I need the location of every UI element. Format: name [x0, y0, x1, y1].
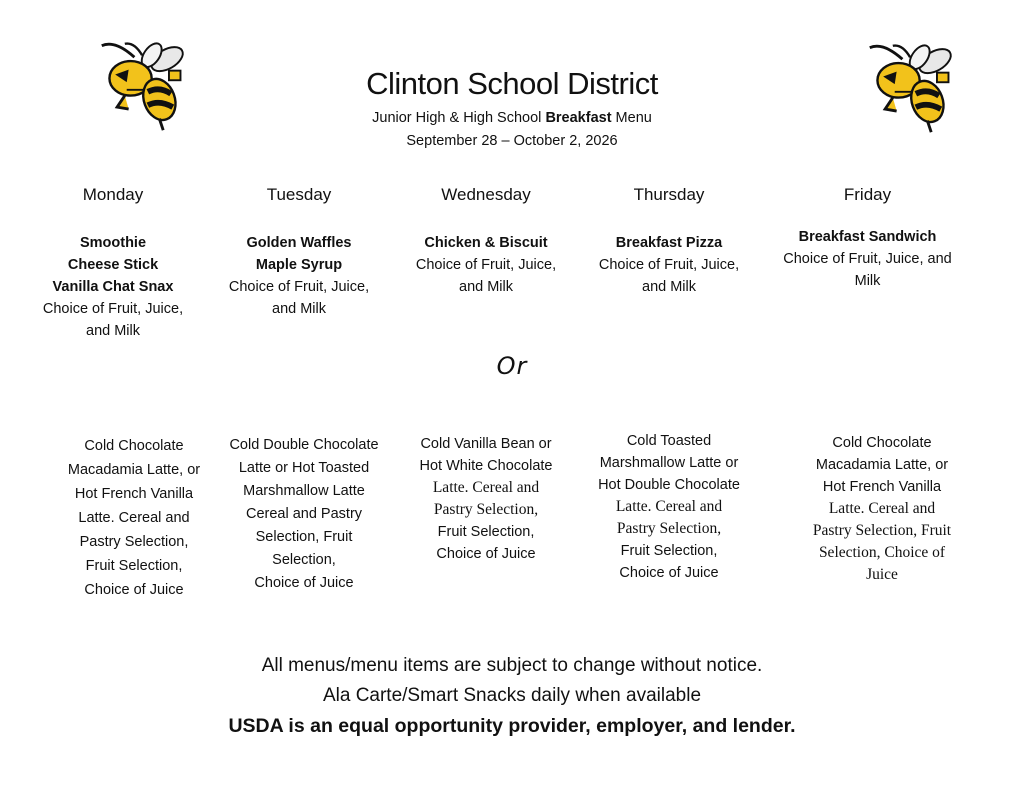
alt-line: Juice	[866, 566, 898, 583]
menu-item: Smoothie	[79, 235, 147, 251]
main-menu	[28, 232, 198, 342]
menu-item: Chicken & Biscuit	[424, 235, 548, 251]
menu-dates: September 28 – October 2, 2026	[406, 133, 618, 149]
day-name: Thursday	[633, 185, 705, 204]
alt-line: Choice of Juice	[84, 582, 184, 598]
menu-note: Choice of Fruit, Juice,	[415, 257, 557, 273]
alt-line: Cold Chocolate	[84, 438, 184, 454]
menu-item: Breakfast Sandwich	[798, 229, 937, 245]
alt-line: Selection, Choice of	[818, 544, 946, 561]
menu-item: Breakfast Pizza	[615, 235, 723, 251]
day-name: Monday	[82, 185, 144, 204]
menu-note: and Milk	[459, 279, 513, 295]
subtitle-prefix: Junior High & High School	[372, 110, 546, 126]
menu-note: and Milk	[86, 323, 140, 339]
alt-line: Selection, Fruit	[255, 529, 353, 545]
main-menu	[583, 232, 755, 298]
alt-line: Hot French Vanilla	[822, 479, 942, 495]
menu-note: Milk	[854, 273, 881, 289]
day-name: Wednesday	[441, 185, 531, 204]
alt-line: Pastry Selection,	[79, 534, 189, 550]
menu-note: Choice of Fruit, Juice,	[42, 301, 184, 317]
alt-line: Selection,	[272, 552, 336, 568]
menu-item: Cheese Stick	[67, 257, 159, 273]
alt-line: Pastry Selection,	[433, 501, 539, 518]
menu-note: and Milk	[642, 279, 696, 295]
alt-menu-tuesday	[212, 434, 396, 595]
day-column-wednesday	[399, 185, 573, 298]
subtitle-suffix: Menu	[611, 110, 652, 126]
menu-item: Golden Waffles	[246, 235, 352, 251]
footer-ala-carte: Ala Carte/Smart Snacks daily when available	[322, 685, 702, 706]
alt-line: Latte. Cereal and	[432, 479, 540, 496]
main-menu	[213, 232, 385, 320]
menu-note: and Milk	[272, 301, 326, 317]
alt-line: Fruit Selection,	[620, 543, 718, 559]
alt-line: Cold Toasted	[626, 433, 712, 449]
main-menu	[765, 226, 970, 292]
menu-note: Choice of Fruit, Juice,	[228, 279, 370, 295]
alt-line: Hot Double Chocolate	[598, 477, 740, 493]
alt-line: Latte. Cereal and	[828, 500, 936, 517]
alt-line: Pastry Selection, Fruit	[812, 522, 952, 539]
footer-usda-statement: USDA is an equal opportunity provider, employer, and lender.	[228, 715, 796, 737]
alt-menu-thursday	[580, 430, 758, 584]
or-divider: Or	[496, 352, 528, 380]
alt-line: Cold Vanilla Bean or	[420, 436, 552, 452]
page-title: Clinton School District	[366, 66, 658, 101]
day-column-thursday	[583, 185, 755, 298]
alt-line: Choice of Juice	[436, 546, 536, 562]
alt-line: Fruit Selection,	[437, 524, 535, 540]
day-column-tuesday	[213, 185, 385, 320]
day-name: Tuesday	[266, 185, 332, 204]
day-name: Friday	[843, 185, 892, 204]
subtitle-bold: Breakfast	[545, 110, 612, 126]
alt-line: Marshmallow Latte	[243, 483, 365, 499]
day-column-monday	[28, 185, 198, 342]
alt-line: Hot French Vanilla	[74, 486, 194, 502]
footer-change-notice: All menus/menu items are subject to change without notice.	[261, 655, 763, 676]
alt-menu-friday	[782, 432, 982, 586]
alt-line: Hot White Chocolate	[419, 458, 553, 474]
alt-line: Marshmallow Latte or	[599, 455, 739, 471]
main-menu	[399, 232, 573, 298]
alt-line: Latte. Cereal and	[615, 498, 723, 515]
alt-menu-wednesday	[400, 433, 572, 565]
menu-note: Choice of Fruit, Juice, and	[783, 251, 952, 267]
alt-line: Choice of Juice	[254, 575, 354, 591]
menu-note: Choice of Fruit, Juice,	[598, 257, 740, 273]
alt-line: Pastry Selection,	[616, 520, 722, 537]
alt-line: Cold Double Chocolate	[229, 437, 379, 453]
alt-menu-monday	[40, 434, 228, 602]
menu-item: Vanilla Chat Snax	[52, 279, 174, 295]
alt-line: Choice of Juice	[619, 565, 719, 581]
alt-line: Cold Chocolate	[832, 435, 932, 451]
alt-line: Macadamia Latte, or	[815, 457, 949, 473]
alt-line: Macadamia Latte, or	[67, 462, 201, 478]
alt-line: Cereal and Pastry	[245, 506, 363, 522]
alt-line: Latte or Hot Toasted	[238, 460, 370, 476]
menu-subtitle	[0, 110, 1024, 126]
alt-line: Fruit Selection,	[85, 558, 183, 574]
day-column-friday	[765, 185, 970, 292]
menu-item: Maple Syrup	[255, 257, 343, 273]
alt-line: Latte. Cereal and	[78, 510, 190, 526]
